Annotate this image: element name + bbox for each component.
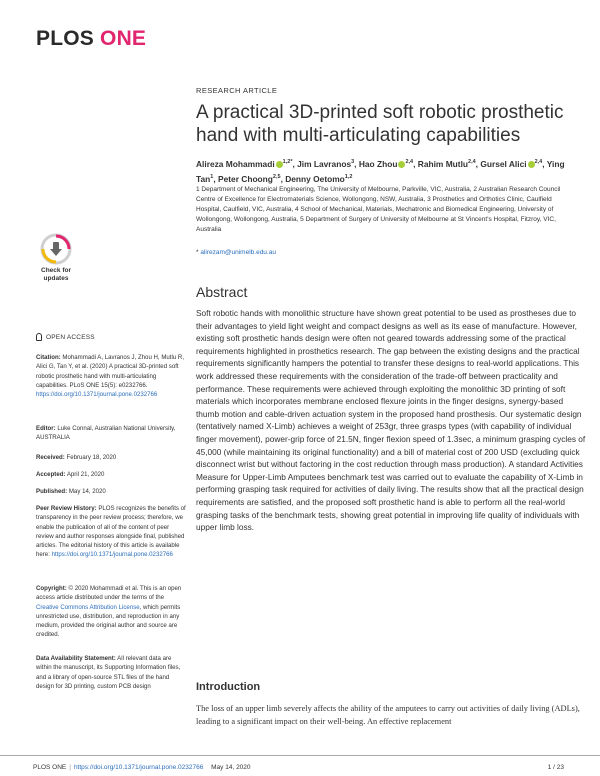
editor-label: Editor: [36,425,56,432]
received-date: February 18, 2020 [66,454,117,461]
author-affil: 3 [351,159,355,165]
author-name[interactable]: Hao Zhou [358,158,398,169]
license-link[interactable]: Creative Commons Attribution License [36,603,140,611]
footer-doi-link[interactable]: https://doi.org/10.1371/journal.pone.0232766 [73,764,204,771]
page-footer: PLOS ONE | https://doi.org/10.1371/journal.pone.0232766 May 14, 2020 [33,764,251,771]
citation-block [36,353,186,399]
copyright-text: © 2020 Mohammadi et al. This is an open access article distributed under the terms of the [36,585,182,602]
corresponding-email-link[interactable]: alirezam@unimelb.edu.au [200,249,276,256]
author-name[interactable]: Alireza Mohammadi [196,158,275,169]
author-affil: 1 [210,173,214,180]
citation-label: Citation: [36,354,61,361]
page-number: 1 / 23 [547,764,564,771]
logo-one: ONE [100,27,147,50]
data-availability-label: Data Availability Statement: [36,655,116,662]
peer-review-link[interactable]: https://doi.org/10.1371/journal.pone.0232766 [51,551,173,559]
author-affil: 2,4 [468,159,476,165]
published-date: May 14, 2020 [68,488,106,495]
accepted-date: April 21, 2020 [66,471,105,478]
author-name[interactable]: Jim Lavranos [297,158,352,169]
introduction-text: The loss of an upper limb severely affects the ability of the amputees to carry out activities of daily living (ADLs), leading to a significant impact on their well-being. An effective replacement [196,704,580,726]
affiliations: 1 Department of Mechanical Engineering, The University of Melbourne, Parkville, VIC, Australia, 2 Australian Research Council Centre of Excellence for Electromaterials Science, Wollongong, NSW, Australia, 3 Prosthetics and Orthotics Clinic, Caulfield Hospital, Caulfield, VIC, Australia, 4 School of Mechanical, Materials, Mechatronic and Biomedical Engineering, University of Wollongong, Wollongong, Australia, 5 Department of Surgery of University of Melbourne at St Vincent's Hospital, Fitzroy, VIC, Australia [196,186,561,233]
introduction-heading: Introduction [196,681,261,693]
author-list: Alireza Mohammadi $^{1,2*}$, Jim Lavranos$^3$, Hao Zhou $^{2,4}$, Rahim Mutlu$^{2,4}$, Gursel Alici $^{2,4}$, Ying Tan$^1$, Peter Choong$^{2,5}$, Denny Oetomo$^{1,2}$ [196,158,565,184]
peer-review-block [36,504,186,560]
open-access-icon [36,333,42,341]
journal-logo [36,27,146,51]
footer-journal: PLOS ONE [33,764,67,771]
copyright-label: Copyright: [36,585,67,592]
open-access-label: OPEN ACCESS [36,333,95,341]
check-for-updates-badge[interactable] [33,233,79,291]
accepted-block [36,470,186,479]
author-name[interactable]: Peter Choong [218,173,273,184]
published-block [36,487,186,496]
abstract-heading: Abstract [196,284,248,300]
copyright-text-rest: , which permits unrestricted use, distribution, and reproduction in any medium, provided the original author and source are credited. [36,603,181,639]
abstract-text: Soft robotic hands with monolithic structure have shown great potential to be used as prostheses due to their advantages to yield light weight and compact designs as well as its ease of manufacture. However, existing soft prosthetic hands design were often not geared towards addressing some of the practical requirements highlighted in prosthetics research. The gap between the existing designs and the practical requirements significantly hampers the potential to transfer these designs to real-world applications. This work addressed these requirements with the consideration of the trade-off between practicality and performance. These requirements were achieved through exploiting the monolithic 3D printing of soft materials which incorporates membrane enclosed flexure joints in the finger designs, synergy-based thumb motion and cable-driven actuation system in the proposed hand prosthesis. Our systematic design (tentatively named X-Limb) achieves a weight of 253gr, three grasps types (with capability of individual finger movement), power-grip force of 21.5N, finger flexion speed of 1.3sec, a minimum grasping cycles of 45,000 (while maintaining its original functionality) and a bill of material cost of 200 USD (excluding quick disconnect wrist but without factoring in the cost reduction through mass production). A standard Activities Measure for Upper-Limb Amputees benchmark test was carried out to evaluate the capability of X-Limb in performing grasping task required for activities of daily living. The results show that all the practical design requirements are satisfied, and the proposed soft prosthetic hand is able to perform all the real-world grasping tasks of the benchmark tests, showing great potential in improving life quality of individuals with upper limb loss. [196,308,586,533]
corresponding-author [196,249,276,256]
peer-review-text: PLOS recognizes the benefits of transparency in the peer review process; therefore, we enable the publication of all of the content of peer review and author responses alongside final, published articles. The editorial history of this article is available here: [36,505,186,559]
footer-date: May 14, 2020 [211,764,251,771]
article-type: RESEARCH ARTICLE [196,86,278,95]
orcid-icon[interactable] [528,161,535,168]
author-name[interactable]: Gursel Alici [480,158,527,169]
published-label: Published: [36,488,68,495]
logo-plos: PLOS [36,27,94,50]
citation-doi-link[interactable]: https://doi.org/10.1371/journal.pone.0232766 [36,391,158,399]
footer-divider [0,755,600,756]
copyright-block [36,584,186,640]
received-block [36,453,186,462]
author-affil: 2,4 [405,159,414,165]
check-updates-icon [36,233,76,265]
received-label: Received: [36,454,65,461]
author-name[interactable]: Denny Oetomo [285,173,345,184]
citation-text: Mohammadi A, Lavranos J, Zhou H, Mutlu R, Alici G, Tan Y, et al. (2020) A practical 3D-printed soft robotic prosthetic hand with multi-articulating capabilities. PLoS ONE 15(5): e0232766. [36,354,185,389]
check-updates-label: Check for updates [41,267,71,282]
author-affil: 1,2 [344,173,353,180]
orcid-icon[interactable] [276,161,283,168]
article-title: A practical 3D-printed soft robotic prosthetic hand with multi-articulating capabilities [196,102,564,146]
author-affil: 2,4 [534,159,543,165]
data-availability-block [36,654,186,691]
corresponding-symbol: * [196,249,199,256]
editor-text: Luke Connal, Australian National University, AUSTRALIA [36,425,176,442]
author-affil: 1,2 [282,159,291,165]
author-name[interactable]: Rahim Mutlu [417,158,469,169]
peer-review-label: Peer Review History: [36,505,97,512]
author-name[interactable]: Ying Tan [196,158,565,184]
accepted-label: Accepted: [36,471,66,478]
corresponding-mark: * [290,159,293,165]
editor-block [36,424,186,443]
data-availability-text: All relevant data are within the manuscript, its Supporting Information files, and a library of open-source STL files of the hand design for 3D printing, custom PCB design [36,655,181,690]
author-affil: 2,5 [272,173,281,180]
